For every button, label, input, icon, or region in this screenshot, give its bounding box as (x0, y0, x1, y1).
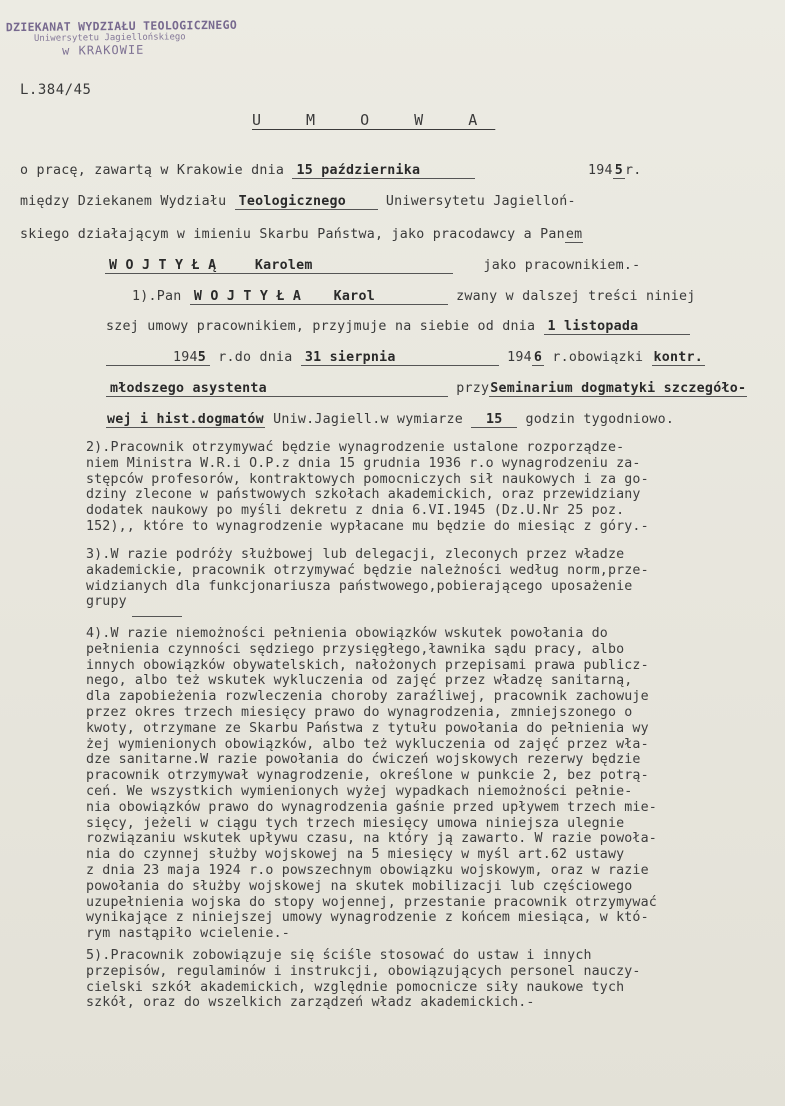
seminar-part-b: wej i hist.dogmatów (107, 412, 264, 427)
stamp-line-1: DZIEKANAT WYDZIAŁU TEOLOGICZNEGO (5, 17, 238, 35)
reference-number: L.384/45 (20, 82, 92, 98)
clause1-line-5: wej i hist.dogmatów Uniw.Jagiell.w wymiarze 15 godzin tygodniowo. (107, 412, 675, 427)
clause1-line-1: 1).Pan W O J T Y Ł A Karol zwany w dalszej treści niniej (132, 289, 696, 304)
stamp-line-2: Uniwersytetu Jagiellońskiego (33, 32, 186, 45)
header-line-1: o pracę, zawartą w Krakowie dnia 15 października 194 5 r. (20, 163, 642, 178)
clause-3: 3).W razie podróży służbowej lub delegacji, zleconych przez władze akademickie, pracownik otrzymywać będzie należności według norm,prze- widzianych dla funkcjonariusza państwowego,pobierającego uposażenie grupy (86, 547, 649, 610)
faculty-name: Teologicznego (235, 194, 378, 210)
weekly-hours: 15 (471, 412, 517, 428)
clause1-surname: W O J T Y Ł A (193, 289, 302, 304)
role-part-b: młodszego asystenta (106, 381, 448, 397)
clause1-firstname: Karol (333, 289, 375, 304)
clause1-line-2: szej umowy pracownikiem, przyjmuje na siebie od dnia 1 listopada (106, 319, 690, 335)
header-line-4: W O J T Y Ł Ą Karolem jako pracownikiem.- (105, 258, 640, 274)
document-title: U M O W A (252, 111, 496, 129)
clause-4: 4).W razie niemożności pełnienia obowiązków wskutek powołania do pełnienia czynności sędziego przysięgłego,ławnika sądu pracy, albo innych obowiązków obywatelskich, nałożonych przepisami prawa publicz- nego, albo też wskutek wykluczenia od zajęć przez władzę sanitarną, dla zapobieżenia rozwleczenia choroby zaraźliwej, pracownik zachowuje przez okres trzech miesięcy prawo do wynagrodzenia, zmniejszonego o kwoty, otrzymane ze Skarbu Państwa z tytułu powołania do pełnienia wy żej wymienionych obowiązków, albo też wykluczenia od zajęć przez wła- dze sanitarne.W razie powołania do ćwiczeń wojskowych rezerwy będzie pracownik otrzymywał wynagrodzenie, określone w punkcie 2, bez potrą- ceń. We wszystkich wymienionych wyżej wypadkach niemożności pełnie- nia obowiązków prawo do wynagrodzenia gaśnie przed upływem trzech mie- sięcy, jeżeli w ciągu tych trzech miesięcy umowa niniejsza ulegnie rozwiązaniu wskutek upływu czasu, na który ją zawarto. W razie powoła- nia do czynnej służby wojskowej na 5 miesięcy w myśl art.62 ustawy z dnia 23 maja 1924 r.o powszechnym obowiązku wojskowym, oraz w razie powołania do służby wojskowej na skutek mobilizacji lub częściowego uzupełnienia wojska do stopy wojennej, przestanie pracownik otrzymywać wynikające z niniejszej umowy wynagrodzenie z końcem miesiąca, w któ- rym nastąpiło wcielenie.- (86, 626, 657, 942)
start-date: 1 listopada (544, 319, 690, 335)
clause1-line-4: młodszego asystenta przySeminarium dogmatyki szczegóło- (106, 381, 747, 397)
end-date: 31 sierpnia (301, 350, 499, 366)
employee-firstname: Karolem (254, 258, 313, 273)
faculty-stamp (6, 19, 236, 59)
role-part-a: kontr. (653, 350, 704, 365)
contract-date: 15 października (292, 163, 475, 179)
clause-5: 5).Pracownik zobowiązuje się ściśle stosować do ustaw i innych przepisów, regulaminów i instrukcji, obowiązujących personel nauczy- cielski szkół akademickich, względnie pomocnicze siły naukowe tych szkół, oraz do wszelkich zarządzeń władz akademickich.- (86, 948, 641, 1011)
employee-surname: W O J T Y Ł Ą (109, 258, 217, 273)
stamp-line-3: w KRAKOWIE (62, 42, 145, 58)
clause-2: 2).Pracownik otrzymywać będzie wynagrodzenie ustalone rozporządze- niem Ministra W.R.i O.P.z dnia 15 grudnia 1936 r.o wynagrodzeniu za- stępców profesorów, kontraktowych pomocniczych sił naukowych i za go- dziny zlecone w państwowych szkołach akademickich, oraz przewidziany dodatek naukowy po myśli dekretu z dnia 6.VI.1945 (Dz.U.Nr 25 poz. 152),, które to wynagrodzenie wypłacane mu będzie do miesiąc z góry.- (86, 440, 649, 534)
addressee-ending: em (565, 227, 583, 242)
header-line-3: skiego działającym w imieniu Skarbu Państwa, jako pracodawcy a Panem (20, 227, 583, 242)
clause1-line-3: 1945 r.do dnia 31 sierpnia 194 6 r.obowiązki kontr. (106, 350, 705, 366)
seminar-part-a: Seminarium dogmatyki szczegóło- (490, 381, 747, 396)
header-line-2: między Dziekanem Wydziału Teologicznego Uniwersytetu Jagielloń- (20, 194, 576, 209)
group-blank (132, 606, 182, 617)
contract-year-digit: 5 (614, 163, 624, 178)
